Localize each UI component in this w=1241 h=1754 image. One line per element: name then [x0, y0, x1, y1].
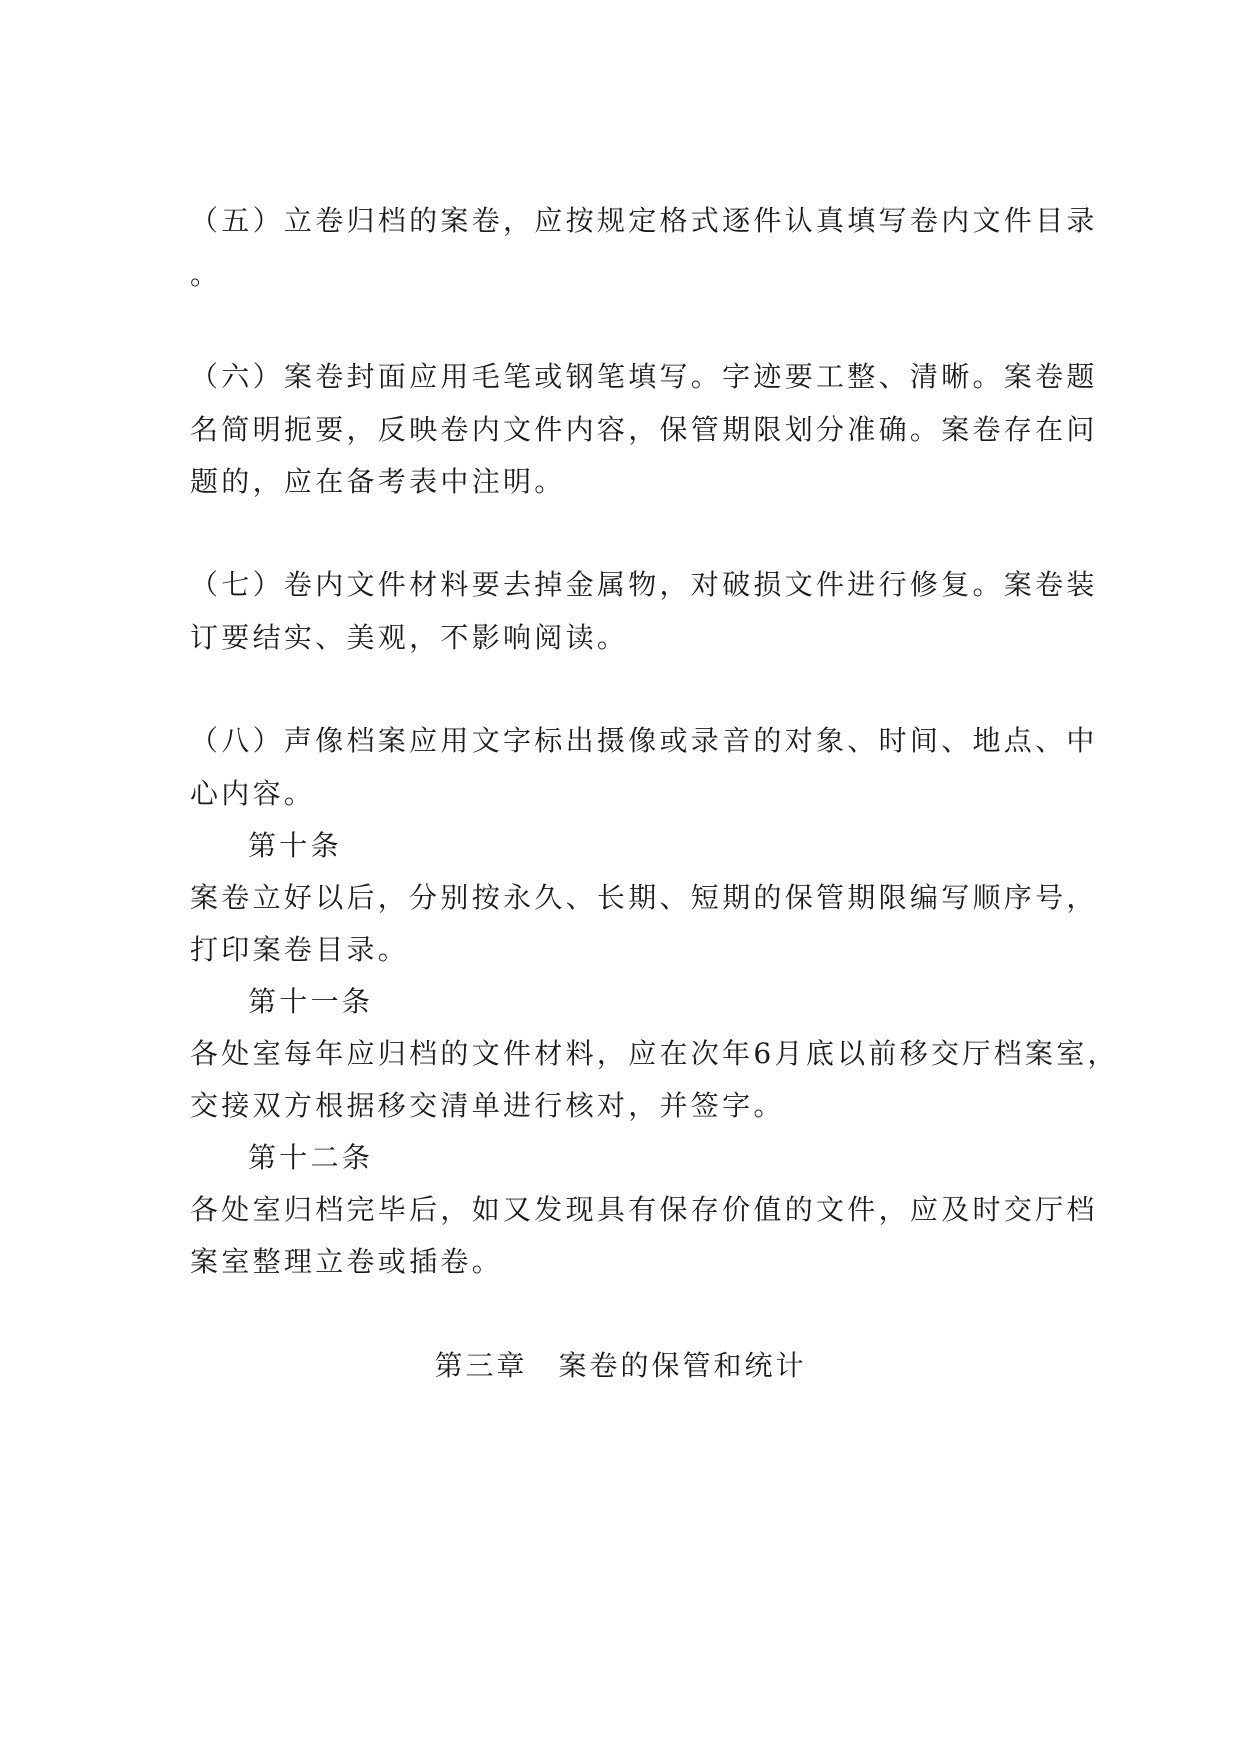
item-5-line-1: （五）立卷归档的案卷，应按规定格式逐件认真填写卷内文件目录 [190, 204, 1098, 237]
article-10-line-1: 案卷立好以后，分别按永久、长期、短期的保管期限编写顺序号， [190, 881, 1098, 914]
item-8-line-2: 心内容。 [190, 777, 316, 810]
article-11-line-1: 各处室每年应归档的文件材料，应在次年6月底以前移交厅档案室， [190, 1037, 1119, 1070]
item-6-line-1: （六）案卷封面应用毛笔或钢笔填写。字迹要工整、清晰。案卷题 [190, 360, 1098, 393]
article-10-heading: 第十条 [248, 829, 342, 862]
article-11-line-2: 交接双方根据移交清单进行核对，并签字。 [190, 1089, 785, 1122]
article-11-heading: 第十一条 [248, 985, 374, 1018]
item-6-line-3: 题的，应在备考表中注明。 [190, 465, 566, 498]
item-7-line-2: 订要结实、美观，不影响阅读。 [190, 621, 629, 654]
item-5-line-2: 。 [190, 258, 222, 291]
item-6-line-2: 名简明扼要，反映卷内文件内容，保管期限划分准确。案卷存在问 [190, 413, 1098, 446]
item-7-line-1: （七）卷内文件材料要去掉金属物，对破损文件进行修复。案卷装 [190, 568, 1098, 601]
item-8-line-1: （八）声像档案应用文字标出摄像或录音的对象、时间、地点、中 [190, 724, 1098, 757]
article-12-heading: 第十二条 [248, 1141, 374, 1174]
chapter-title: 第三章 案卷的保管和统计 [434, 1349, 807, 1382]
article-10-line-2: 打印案卷目录。 [190, 933, 410, 966]
article-12-line-1: 各处室归档完毕后，如又发现具有保存价值的文件，应及时交厅档 [190, 1193, 1098, 1226]
article-12-line-2: 案室整理立卷或插卷。 [190, 1245, 504, 1278]
